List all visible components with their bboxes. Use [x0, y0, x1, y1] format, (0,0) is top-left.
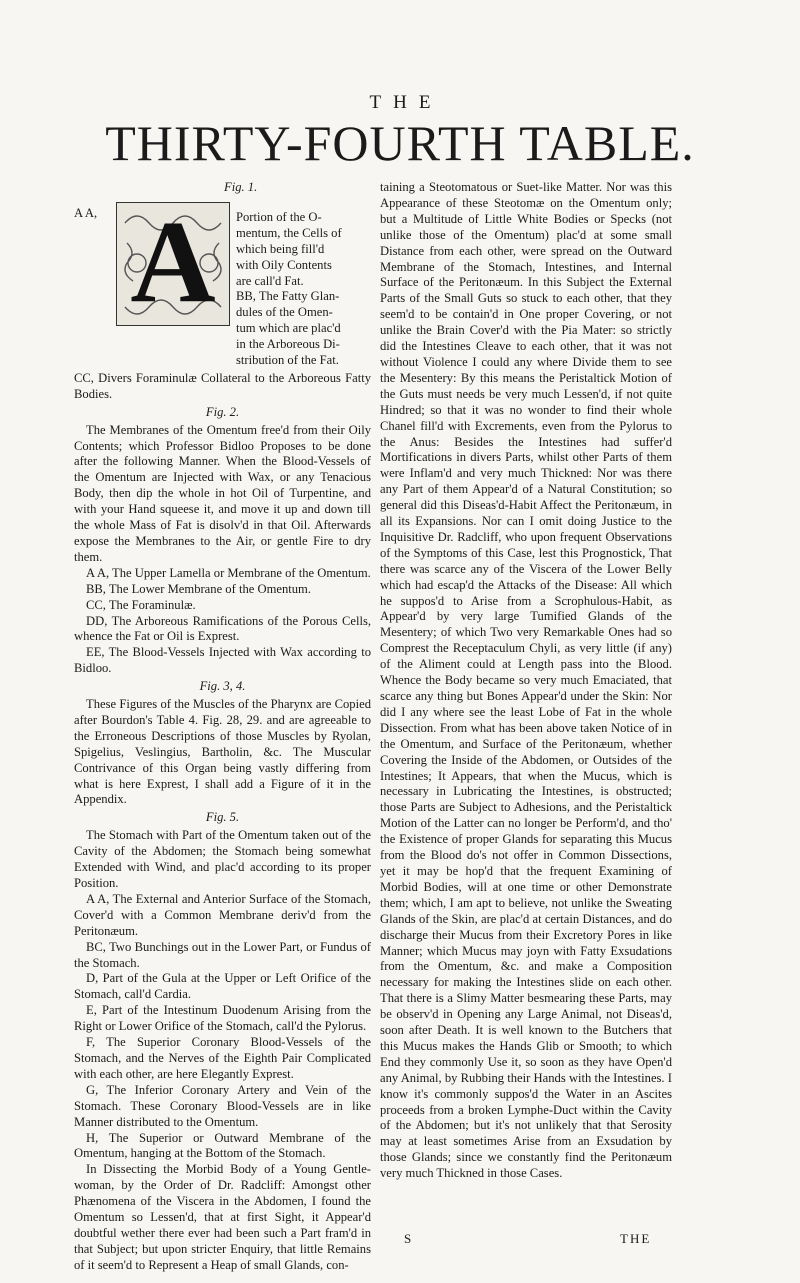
fig2-heading: Fig. 2.: [205, 404, 240, 419]
fig1-wrap-line: are call'd Fat.: [236, 273, 304, 288]
fig1-wrap-line: which being fill'd: [236, 241, 325, 256]
fig5-item: F, The Superior Coronary Blood-Vessels of the Stomach, and the Nerves of the Eighth Pair Complicated with each other, are here Elegantly Exprest.: [74, 1035, 371, 1081]
right-paragraph: taining a Steotomatous or Suet-like Matter. Nor was this Appearance of these Steotomæ on the Omentum only; but a Multitude of Little White Bodies or Specks (not unlike those of the Omentum) plac'd at some small Distance from each other, were spread on the Outward Membrane of the Stomach, Intestines, and Internal Surface of the Peritonæum. In this Subject the External Parts of the Small Guts so stuck to each other, that they seem'd to be contain'd in One proper Covering, or not unlike the Brain Cover'd with the Pia Mater: so strictly did the Intestines Cleave to each other, that it was not without Violence I could any where Divide them to see the Mesentery: By this means the Peristaltick Motion of the Guts must needs be very much Lessen'd, if not quite Hindred; so that it was no wonder to find their whole Chanel fill'd with Excrements, even from the Pylorus to the Anus: Besides the Intestines had suffer'd Mortifications in divers Parts, whilst other Parts of them were Inflam'd and very much Thickned: Nor was there any Part of them Appear'd of a Natural Constitution; so general did this Diseas'd-Habit Affect the Peritonæum, in all its Expansions. Nor can I omit doing Justice to the Inquisitive Dr. Radcliff, who upon frequent Observations of the Symptoms of this Case, lest this Prognostick, That there was scarce any of the Viscera of the Lower Belly which had escap'd the Attacks of the Disease: All which he suppos'd to Arise from a Scrophulous-Habit, as Appear'd by very large Tumified Glands of the Mesentery; of which Two very Remarkable Ones had so Comprest the Receptaculum Chyli, as very little (if any) of the Aliment could at Length pass into the Blood. Whence the Body became so very much Emaciated, that scarce any thing but Bones Appear'd under the Skin: Nor did I any where see the least Lobe of Fat in the whole Dissection. From what has been above taken Notice of in the Omentum, and Surface of the Peritonæum, whether Covering the Inside of the Abdomen, or Outsides of the Intestines; It Appears, that when the Mucus, which is necessary in Lubricating the Intestines, is obstructed; those Parts are Subject to Adhesions, and the Peristaltick Motion of the Latter can no longer be Perform'd, and tho' the Existence of proper Glands for separating this Mucus from the Blood do's not offer in Common Dissections, yet it may be hop'd that the frequent Examining of Morbid Bodies, will at one time or other Demonstrate them; which, I am apt to believe, not unlike the Sweating Glands of the Skin, are plac'd at certain Distances, and do discharge their Mucus from their Excretory Pores in like Manner; which Mucus may joyn with Fatty Exsudations from the Omentum, &c. and make a Composition necessary for making the Intestines slide on each other. That there is a Slimy Matter besmearing these Parts, may be observ'd in Opening any Large Animal, not Diseas'd, soon after Death. It is well known to the Butchers that this Mucus makes the Hands Glib or Smooth; to which End they commonly Use it, so soon as they have Open'd any Animal, by Rubbing their Hands with the Intestines. I know it's commonly suppos'd the Water in an Ascites proceeds from a broken Lymphe-Duct within the Cavity of the Abdomen; but it's not unlikely that that Serosity may at least sometimes Arise from an Exsudation by those Glands; since we constantly find the Peritonæum very much Thickned in those Cases.: [380, 180, 672, 1181]
fig5-item-list: [74, 892, 371, 1162]
fig2-item: DD, The Arboreous Ramifications of the Porous Cells, whence the Fat or Oil is Exprest.: [74, 613, 371, 644]
dropcap-letter: A: [130, 195, 216, 327]
fig1-wrap-line: with Oily Contents: [236, 257, 332, 272]
fig5-item: A A, The External and Anterior Surface of the Stomach, Cover'd with a Common Membrane deriv'd from the Peritonæum.: [74, 891, 371, 938]
fig1-wrap-line: BB, The Fatty Glan-: [236, 289, 340, 304]
dissection-paragraph: In Dissecting the Morbid Body of a Young Gentle-woman, by the Order of Dr. Radcliff: Amongst other Phænomena of the Viscera in the Abdomen, I found the Omentum so Lessen'd, that at first Sight, it Appear'd doubtful wether there ever had been such a Part fram'd in that Subject; but upon stricter Enquiry, that little Remains of it seem'd to Represent a Heap of small Glands, con-: [74, 1162, 371, 1272]
heading-the: THE: [369, 92, 443, 113]
fig5-paragraph: The Stomach with Part of the Omentum taken out of the Cavity of the Abdomen; the Stomach being somewhat Extended with Wind, and plac'd according to its proper Position.: [74, 828, 371, 890]
fig5-item: G, The Inferior Coronary Artery and Vein of the Stomach. These Coronary Blood-Vessels are in like Manner distributed to the Omentum.: [74, 1082, 371, 1129]
right-column: [380, 180, 672, 1182]
fig1-heading: Fig. 1.: [224, 180, 258, 194]
fig2-item: A A, The Upper Lamella or Membrane of the Omentum.: [86, 565, 371, 580]
fig1-wrap-text: [236, 210, 371, 369]
fig2-paragraph: The Membranes of the Omentum free'd from their Oily Contents; which Professor Bidloo Proposes to be done after the following Manner. When the Blood-Vessels of the Omentum are Injected with Wax, or any Tenacious Body, then dip the whole in hot Oil of Turpentine, and with your Hand squeese it, and move it up and down till the whole Mass of Fat is disolv'd in that Oil. Afterwards expose the Membranes to the Air, or gentle Fire to dry them.: [74, 422, 371, 564]
fig34-heading: Fig. 3, 4.: [199, 679, 246, 694]
fig1-cc-item: CC, Divers Foraminulæ Collateral to the Arboreous Fatty Bodies.: [74, 370, 371, 401]
fig1-wrap-line: in the Arboreous Di-: [236, 337, 340, 352]
fig1-wrap-line: Portion of the O-: [236, 209, 322, 224]
fig5-item: E, Part of the Intestinum Duodenum Arising from the Right or Lower Orifice of the Stomach, call'd the Pylorus.: [74, 1003, 371, 1034]
catchword: THE: [620, 1231, 652, 1246]
fig1-aa-label: A A,: [74, 205, 98, 220]
fig1-block: [74, 196, 371, 371]
fig1-wrap-line: tum which are plac'd: [236, 321, 341, 336]
fig5-heading: Fig. 5.: [205, 810, 240, 825]
fig1-wrap-line: stribution of the Fat.: [236, 353, 339, 368]
left-column: [74, 180, 371, 1274]
signature-mark: S: [404, 1231, 414, 1246]
fig2-item-list: [74, 566, 371, 677]
fig1-wrap-line: dules of the Omen-: [236, 305, 333, 320]
fig1-wrap-line: mentum, the Cells of: [236, 225, 342, 240]
fig2-item: EE, The Blood-Vessels Injected with Wax according to Bidloo.: [74, 645, 371, 676]
fig2-item: BB, The Lower Membrane of the Omentum.: [86, 581, 312, 596]
fig5-item: D, Part of the Gula at the Upper or Left Orifice of the Stomach, call'd Cardia.: [74, 971, 371, 1002]
decorated-initial-a: [116, 195, 230, 327]
page-title: THIRTY-FOURTH TABLE.: [105, 115, 695, 171]
fig5-item: BC, Two Bunchings out in the Lower Part, or Fundus of the Stomach.: [74, 939, 371, 970]
fig5-item: H, The Superior or Outward Membrane of the Omentum, hanging at the Bottom of the Stomach.: [74, 1130, 371, 1161]
fig2-item: CC, The Foraminulæ.: [86, 597, 196, 612]
fig34-paragraph: These Figures of the Muscles of the Pharynx are Copied after Bourdon's Table 4. Fig. 28, 29. and are agreeable to the Erroneous Descriptions of those Muscles by Ryolan, Spigelius, Veslingius, Bartholin, &c. The Muscular Contrivance of this Organ being vastly differing from what is here Exprest, I shall add a Figure of it in the Appendix.: [74, 697, 371, 807]
